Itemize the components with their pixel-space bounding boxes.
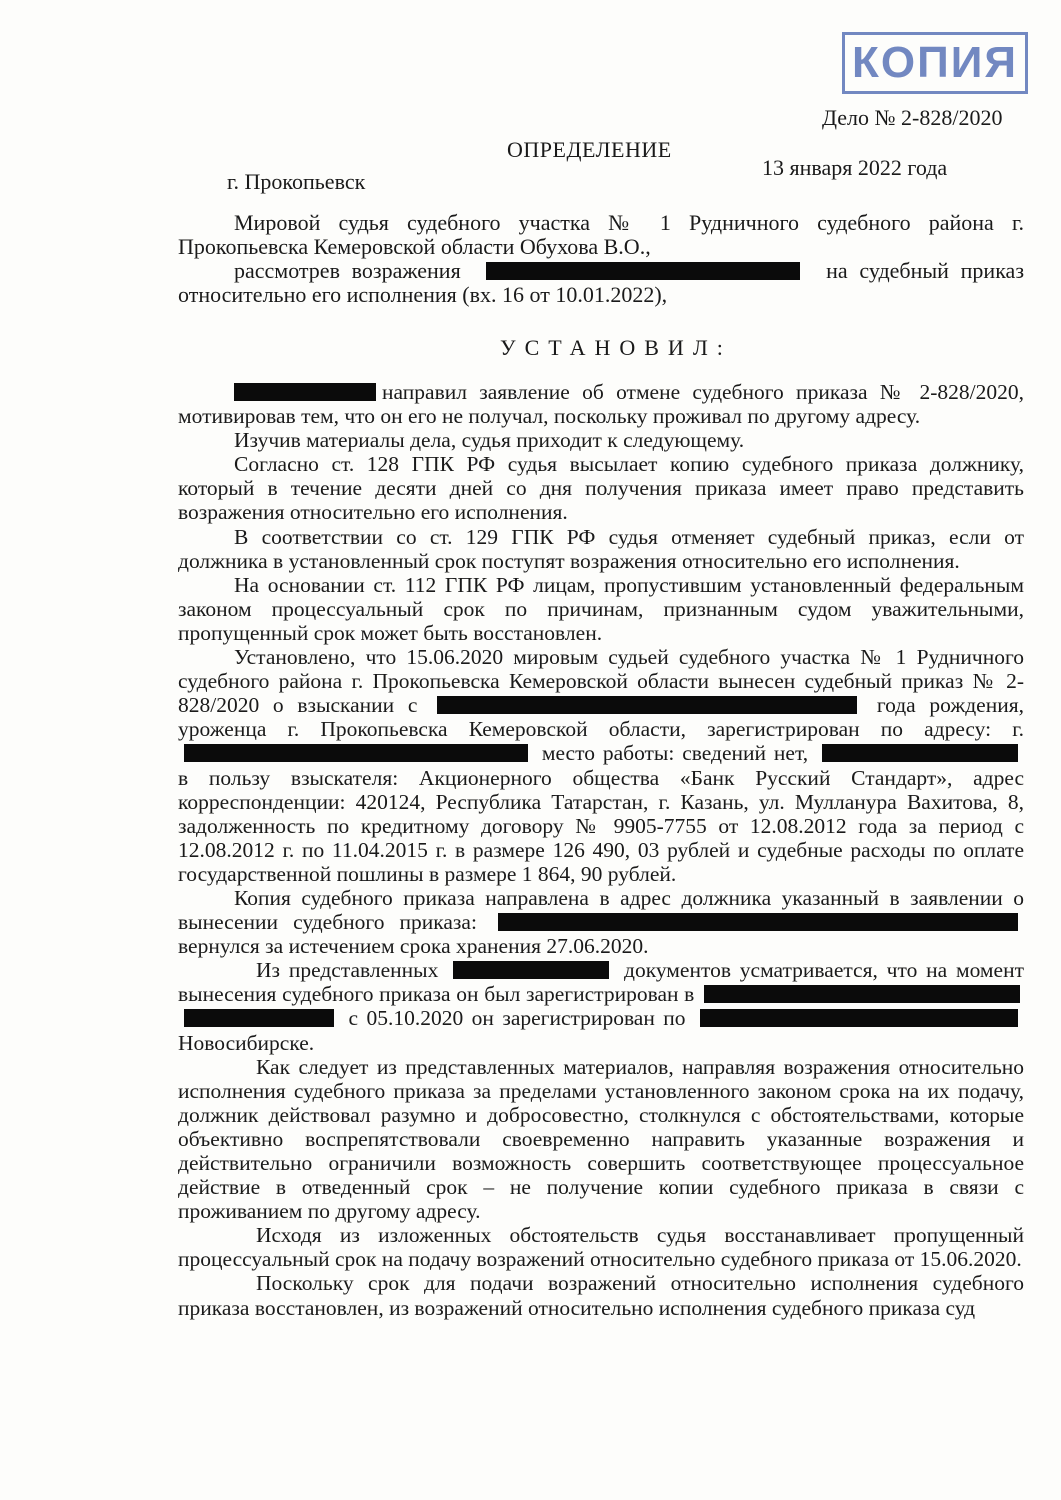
- paragraph-4: В соответствии со ст. 129 ГПК РФ судья отменяет судебный приказ, если от должника в установленный срок поступят возражения относительно его исполнения.: [178, 524, 1024, 573]
- paragraph-8-text-d: Новосибирске.: [178, 1030, 315, 1055]
- paragraph-8-text-a: Из представленных: [256, 958, 439, 983]
- copy-stamp: [842, 32, 1028, 94]
- redaction-bar: [453, 961, 609, 979]
- intro-judge: Мировой судья судебного участка № 1 Рудничного судебного района г. Прокопьевска Кемеровской области Обухова В.О.,: [178, 210, 1024, 259]
- paragraph-7-text-a: Копия судебного приказа направлена в адрес должника указанный в заявлении о вынесении судебного приказа:: [178, 885, 1024, 935]
- city: г. Прокопьевск: [227, 169, 366, 194]
- paragraph-1-text: направил заявление об отмене судебного приказа № 2-828/2020, мотивировав тем, что он его не получал, поскольку проживал по другому адресу.: [178, 380, 1024, 429]
- paragraph-2: Изучив материалы дела, судья приходит к следующему.: [234, 428, 745, 453]
- paragraph-6: [178, 645, 1024, 886]
- intro-section: [178, 211, 1024, 307]
- redaction-bar: [498, 913, 1018, 931]
- redaction-bar: [822, 744, 1018, 762]
- redaction-bar: [184, 1009, 334, 1027]
- redaction-bar: [437, 696, 857, 714]
- paragraph-10: Исходя из изложенных обстоятельств судья восстанавливает пропущенный процессуальный срок на подачу возражений относительно судебного приказа от 15.06.2020.: [178, 1223, 1024, 1272]
- paragraph-7: [178, 886, 1024, 958]
- paragraph-7-text-b: вернулся за истечением срока хранения 27.06.2020.: [178, 934, 649, 959]
- paragraph-1: [178, 380, 1024, 428]
- paragraph-8: [178, 958, 1024, 1054]
- paragraph-3: Согласно ст. 128 ГПК РФ судья высылает копию судебного приказа должнику, который в течение десяти дней со дня получения приказа имеет право представить возражения относительно его исполнения.: [178, 452, 1024, 525]
- paragraph-8-text-b: документов усматривается, что на момент вынесения судебного приказа он был зарегистрирован в: [178, 958, 1024, 1007]
- intro-considered: [178, 259, 1024, 307]
- established-heading: УСТАНОВИЛ:: [500, 335, 732, 360]
- redaction-bar: [184, 744, 528, 762]
- paragraph-6-text-c: место работы: сведений нет,: [541, 741, 809, 766]
- redaction-bar: [234, 383, 376, 401]
- paragraph-11: Поскольку срок для подачи возражений относительно исполнения судебного приказа восстановлен, из возражений относительно исполнения судебного приказа суд: [178, 1271, 1024, 1320]
- intro-considered-text: рассмотрев возражения: [234, 258, 461, 283]
- document-date: 13 января 2022 года: [762, 155, 948, 180]
- paragraph-6-text-a: Установлено, что 15.06.2020 мировым судьей судебного участка № 1 Рудничного судебного района г. Прокопьевска Кемеровской области вынесен судебный приказ № 2-828/2020 о взыскании с: [178, 645, 1024, 718]
- redaction-bar: [486, 262, 800, 280]
- paragraph-6-text-d: в пользу взыскателя: Акционерного общества «Банк Русский Стандарт», адрес корреспонденции: 420124, Республика Татарстан, г. Казань, ул. Мулланура Вахитова, 8, задолженность по кредитному договору № 9905-7755 от 12.08.2012 года за период с 12.08.2012 г. по 11.04.2015 г. в размере 126 490, 03 рублей и судебные расходы по оплате государственной пошлины в размере 1 864, 90 рублей.: [178, 765, 1024, 886]
- document-title: ОПРЕДЕЛЕНИЕ: [507, 137, 672, 162]
- paragraph-9: Как следует из представленных материалов, направляя возражения относительно исполнения судебного приказа за пределами установленного законом срока на их подачу, должник действовал разумно и добросовестно, столкнулся с обстоятельствами, которые объективно воспрепятствовали своевременно направить указанные возражения и действительно ограничили возможность совершить соответствующее процессуальное действие в отведенный срок – не получение копии судебного приказа в связи с проживанием по другому адресу.: [178, 1054, 1024, 1224]
- paragraph-5: На основании ст. 112 ГПК РФ лицам, пропустившим установленный федеральным законом процессуальный срок по причинам, признанным судом уважительными, пропущенный срок может быть восстановлен.: [178, 572, 1024, 645]
- redaction-bar: [704, 985, 1020, 1003]
- copy-stamp-text: КОПИЯ: [852, 38, 1018, 87]
- paragraph-6-text-b: года рождения, уроженца г. Прокопьевска Кемеровской области, зарегистрирован по адресу: г.: [178, 693, 1024, 742]
- document-body: [178, 380, 1024, 1320]
- redaction-bar: [700, 1009, 1018, 1027]
- case-number: Дело № 2-828/2020: [822, 105, 1003, 130]
- intro-objection-text: на судебный приказ относительно его исполнения (вх. 16 от 10.01.2022),: [178, 258, 1025, 307]
- paragraph-8-text-c: с 05.10.2020 он зарегистрирован по: [348, 1006, 686, 1031]
